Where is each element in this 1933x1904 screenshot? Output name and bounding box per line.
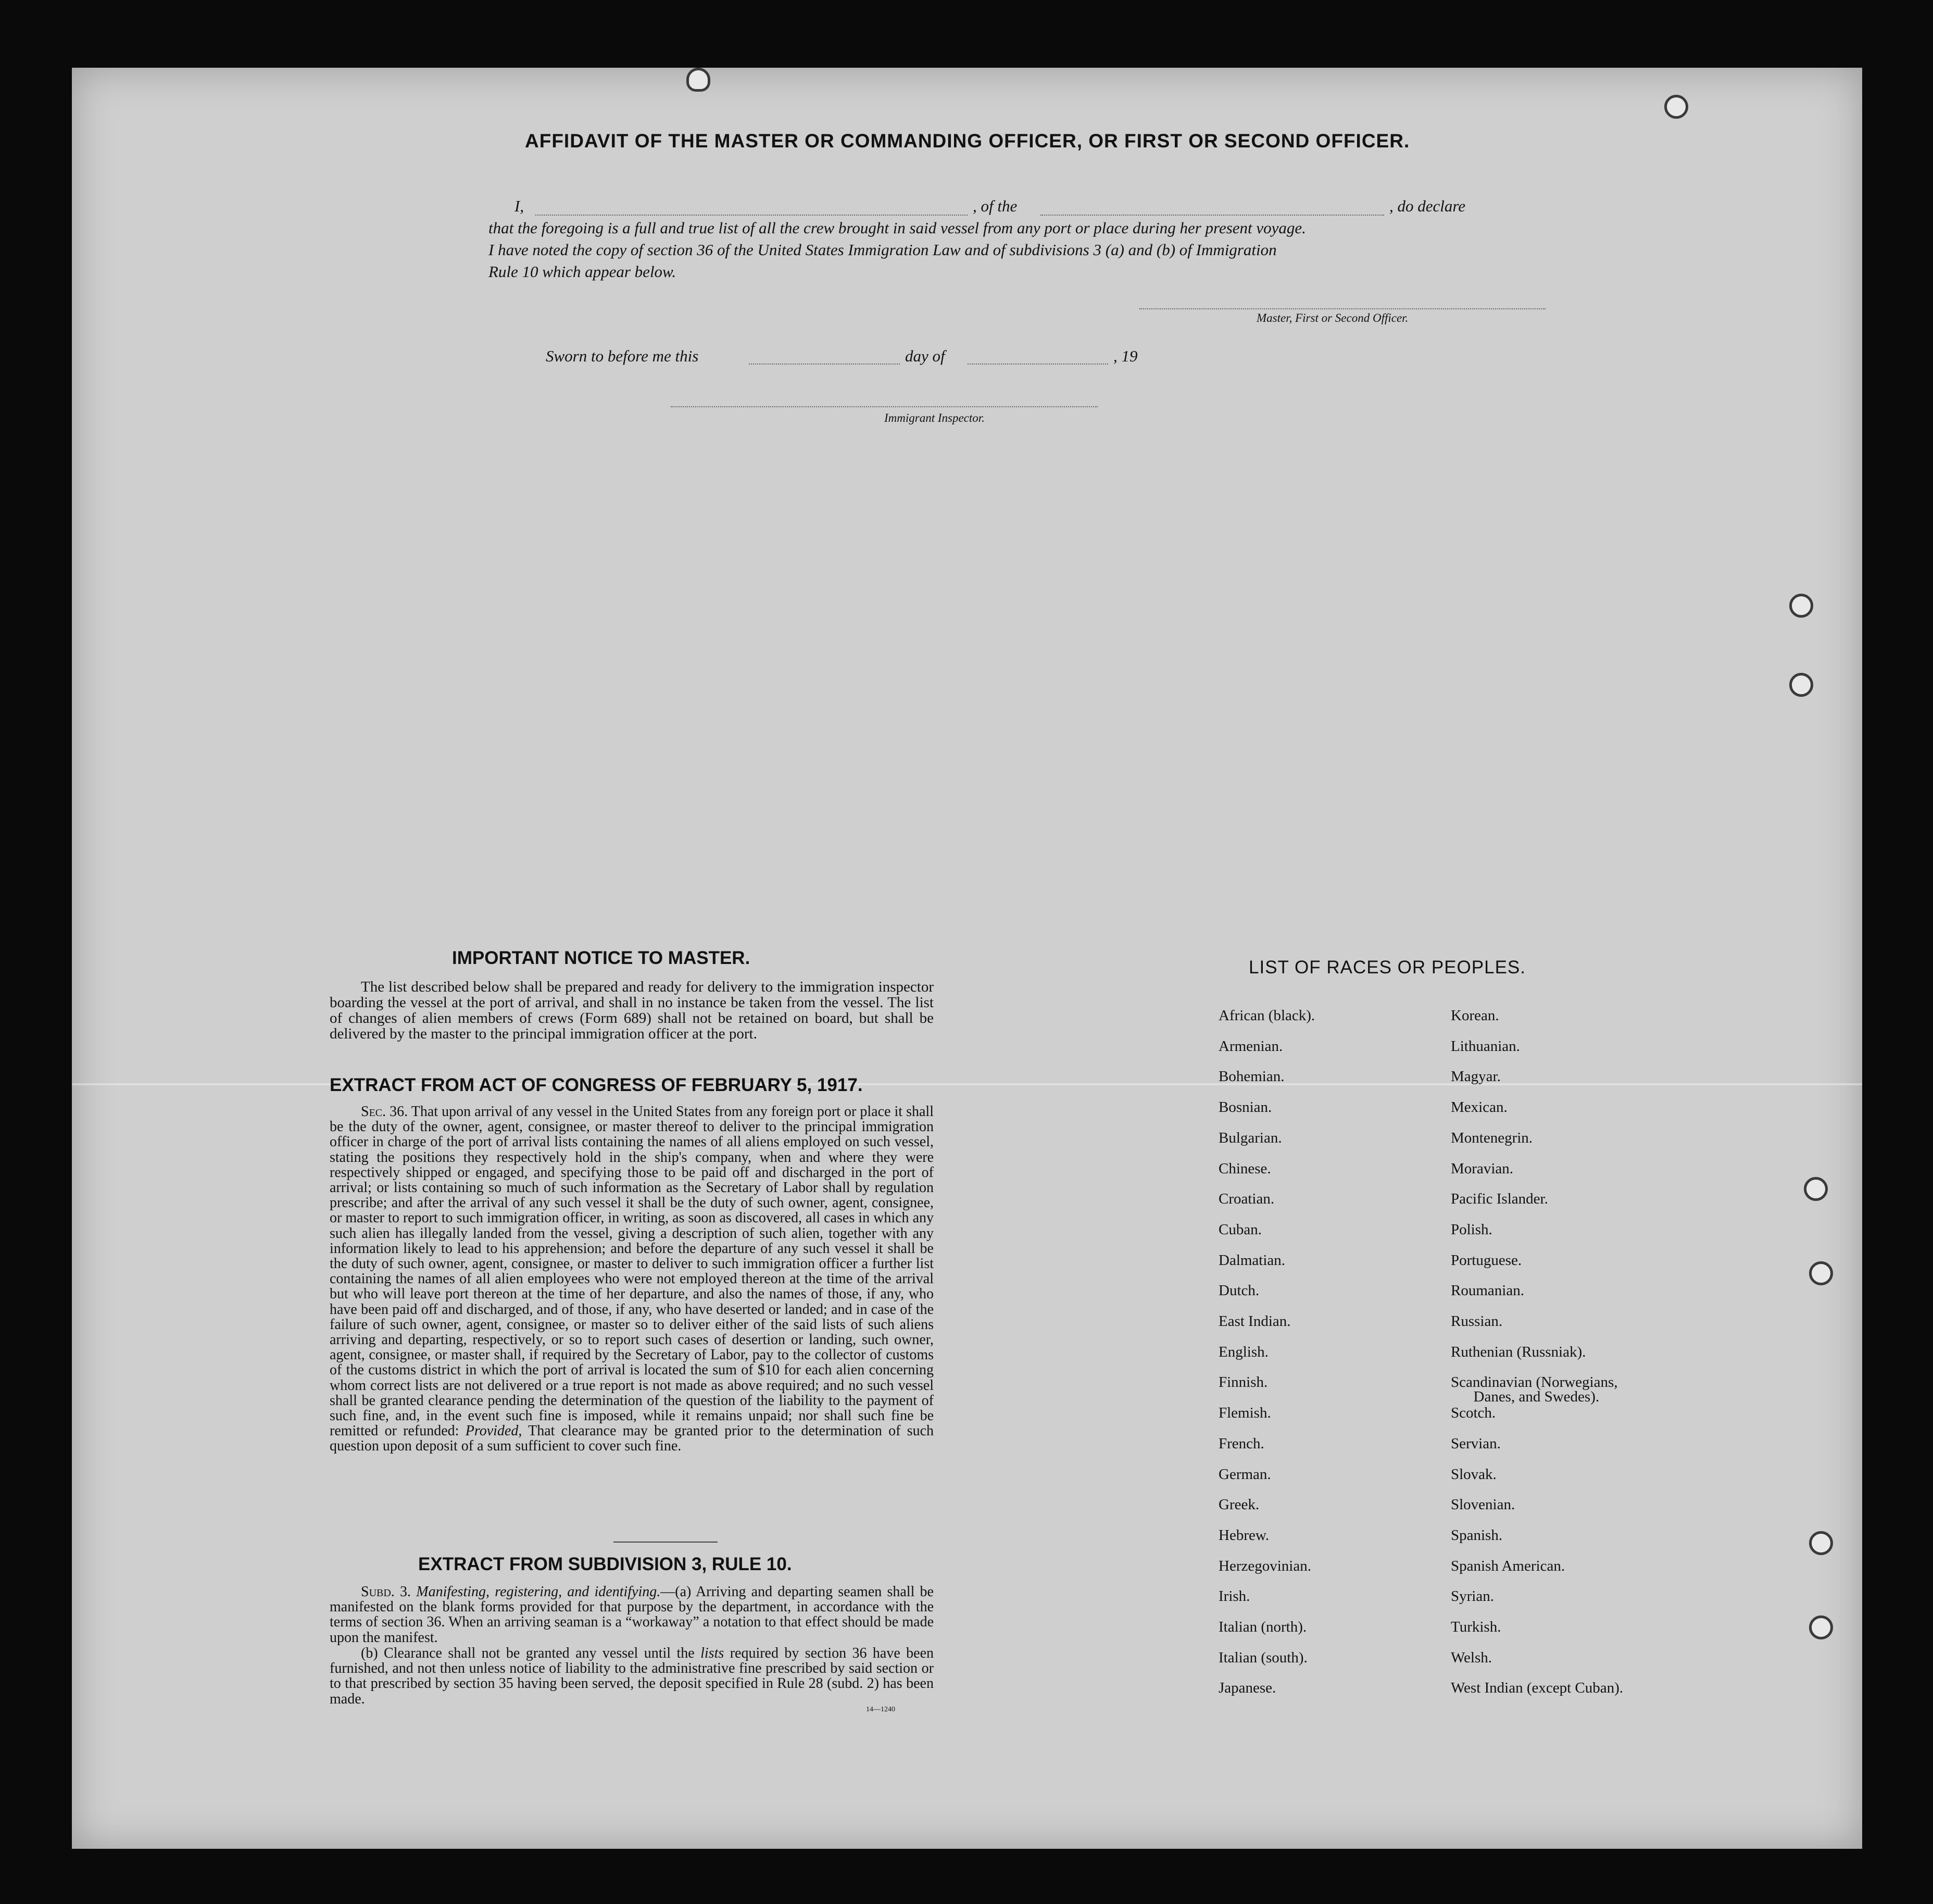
- subd-a-text: —(a) Arriving and departing seamen shall be manifested on the blank forms provided for that purpose by the department, in accordance with the terms of section 36. When an arriving seaman is a “workaway” a notation to that effect should be made upon the manifest.: [330, 1584, 934, 1646]
- race-item: Greek.: [1219, 1496, 1260, 1513]
- signature-label: Master, First or Second Officer.: [1257, 311, 1409, 324]
- race-item: Servian.: [1451, 1435, 1501, 1452]
- race-item: Magyar.: [1451, 1068, 1501, 1085]
- race-item: Mexican.: [1451, 1099, 1508, 1116]
- document-page: [72, 68, 1862, 1849]
- section-36-end: That clearance may be granted prior to the determination of such question upon deposit of a sum sufficient to cover such fine.: [330, 1423, 934, 1455]
- act-extract-title: EXTRACT FROM ACT OF CONGRESS OF FEBRUARY 5, 1917.: [330, 1075, 863, 1095]
- race-item: Lithuanian.: [1451, 1037, 1520, 1055]
- punch-hole: [686, 68, 710, 92]
- race-item: Bosnian.: [1219, 1099, 1272, 1116]
- race-item: East Indian.: [1219, 1313, 1291, 1330]
- race-item: Bulgarian.: [1219, 1129, 1282, 1146]
- race-item: Japanese.: [1219, 1680, 1276, 1697]
- race-item: Dalmatian.: [1219, 1251, 1286, 1269]
- race-item: Spanish American.: [1451, 1557, 1565, 1574]
- race-item: Armenian.: [1219, 1037, 1283, 1055]
- race-item: Syrian.: [1451, 1588, 1494, 1605]
- race-item: Polish.: [1451, 1221, 1492, 1238]
- race-item: Bohemian.: [1219, 1068, 1285, 1085]
- race-item: Scotch.: [1451, 1405, 1496, 1422]
- race-item: Roumanian.: [1451, 1282, 1524, 1299]
- subdivision-a: [330, 1584, 934, 1645]
- year-label: , 19: [1113, 347, 1138, 365]
- declaration-line-1: that the foregoing is a full and true list of all the crew brought in said vessel from any port or place during her present voyage.: [488, 219, 1306, 237]
- race-item: Portuguese.: [1451, 1251, 1522, 1269]
- section-divider: [613, 1542, 718, 1543]
- race-item: Flemish.: [1219, 1405, 1271, 1422]
- punch-hole: [1804, 1177, 1828, 1201]
- subd-heading: Manifesting, registering, and identifying.: [416, 1584, 661, 1600]
- race-item: German.: [1219, 1465, 1271, 1483]
- race-item: Slovak.: [1451, 1465, 1497, 1483]
- sworn-label: Sworn to before me this: [546, 347, 699, 365]
- provided-word: Provided,: [465, 1423, 522, 1439]
- race-item: Montenegrin.: [1451, 1129, 1533, 1146]
- race-item: West Indian (except Cuban).: [1451, 1680, 1624, 1697]
- race-item: Chinese.: [1219, 1160, 1271, 1177]
- day-blank: [749, 364, 900, 365]
- notice-body: The list described below shall be prepared and ready for delivery to the immigration inspector boarding the vessel at the port of arrival, and shall in no instance be taken from the vessel. The list of changes of alien members of crews (Form 689) shall not be retained on board, but shall be delivered by the master to the principal immigration officer at the port.: [330, 979, 934, 1042]
- punch-hole: [1809, 1261, 1833, 1285]
- race-item: Croatian.: [1219, 1191, 1275, 1208]
- declaration-line-3: Rule 10 which appear below.: [488, 262, 676, 281]
- race-item: French.: [1219, 1435, 1264, 1452]
- race-item: Herzegovinian.: [1219, 1557, 1311, 1574]
- inspector-label: Immigrant Inspector.: [884, 411, 985, 424]
- race-item: African (black).: [1219, 1007, 1315, 1024]
- declaration-i: I,: [514, 197, 524, 215]
- subd-label: Subd. 3.: [361, 1584, 411, 1600]
- race-item: Korean.: [1451, 1007, 1499, 1024]
- race-item: Scandinavian (Norwegians, Danes, and Swedes).: [1451, 1374, 1618, 1406]
- race-item: Slovenian.: [1451, 1496, 1515, 1513]
- race-item: Spanish.: [1451, 1526, 1503, 1544]
- races-title: LIST OF RACES OR PEOPLES.: [1249, 957, 1526, 978]
- subd-b-start: (b) Clearance shall not be granted any vessel until the: [361, 1645, 695, 1661]
- race-item: Finnish.: [1219, 1374, 1268, 1391]
- affidavit-title: AFFIDAVIT OF THE MASTER OR COMMANDING OFFICER, OR FIRST OR SECOND OFFICER.: [525, 130, 1410, 152]
- race-item: Dutch.: [1219, 1282, 1260, 1299]
- subd-b-lists: lists: [700, 1645, 724, 1661]
- inspector-signature-blank: [671, 406, 1098, 407]
- punch-hole: [1809, 1531, 1833, 1555]
- vessel-blank: [1040, 215, 1384, 216]
- month-blank: [968, 364, 1108, 365]
- rule-extract-title: EXTRACT FROM SUBDIVISION 3, RULE 10.: [418, 1554, 792, 1574]
- punch-hole: [1789, 673, 1813, 697]
- race-item: Welsh.: [1451, 1649, 1492, 1666]
- day-of-label: day of: [905, 347, 945, 365]
- signature-blank: [1139, 308, 1546, 309]
- section-label: Sec. 36.: [361, 1104, 408, 1120]
- race-item: Pacific Islander.: [1451, 1191, 1548, 1208]
- race-item: Italian (south).: [1219, 1649, 1308, 1666]
- race-item: English.: [1219, 1343, 1269, 1360]
- form-number: 14—1240: [866, 1706, 895, 1713]
- race-item: Turkish.: [1451, 1619, 1501, 1635]
- race-item: Cuban.: [1219, 1221, 1262, 1238]
- punch-hole: [1809, 1615, 1833, 1639]
- race-item: Ruthenian (Russniak).: [1451, 1343, 1586, 1360]
- race-item: Moravian.: [1451, 1160, 1513, 1177]
- section-36-text: [330, 1104, 934, 1454]
- punch-hole: [1664, 95, 1688, 119]
- subdivision-b: [330, 1646, 934, 1707]
- punch-hole: [1789, 594, 1813, 618]
- name-blank: [535, 215, 968, 216]
- race-item: Hebrew.: [1219, 1526, 1270, 1544]
- race-item: Irish.: [1219, 1588, 1250, 1605]
- declaration-line-2: I have noted the copy of section 36 of the United States Immigration Law and of subdivisions 3 (a) and (b) of Immigration: [488, 241, 1277, 259]
- section-36-body: That upon arrival of any vessel in the United States from any foreign port or place it shall be the duty of the owner, agent, consignee, or master thereof to deliver to the principal immigration officer in charge of the port of arrival lists containing the names of all aliens employed on such vessel, stating the positions they respectively hold in the ship's company, when and where they were respectively shipped or engaged, and specifying those to be paid off and discharged in the port of arrival; or lists containing so much of such information as the Secretary of Labor shall by regulation prescribe; and after the arrival of any such vessel it shall be the duty of such owner, agent, consignee, or master to report to such immigration officer, in writing, as soon as discovered, all cases in which any such alien has illegally landed from the vessel, giving a description of such alien, together with any information likely to lead to his apprehension; and before the departure of any such vessel it shall be the duty of such owner, agent, consignee, or master to deliver to such immigration officer a further list containing the names of all alien employees who were not employed thereon at the time of the arrival but who will leave port thereon at the time of her departure, and also the names of those, if any, who have been paid off and discharged, and of those, if any, who have deserted or landed; and in case of the failure of such owner, agent, consignee, or master so to deliver either of the said lists of such aliens arriving and departing, respectively, or so to report such cases of desertion or landing, such owner, agent, consignee, or master shall, if required by the Secretary of Labor, pay to the collector of customs of the customs district in which the port of arrival is located the sum of $10 for each alien concerning whom correct lists are not delivered or a true report is not made as above required; and no such vessel shall be granted clearance pending the determination of the question of the liability to the payment of such fine, and, in the event such fine is imposed, while it remains unpaid; nor shall such fine be remitted or refunded:: [330, 1104, 934, 1439]
- declaration-do-declare: , do declare: [1389, 197, 1466, 215]
- subd-b-end: required by section 36 have been furnished, and not then unless notice of liability to the administrative fine prescribed by said section or to that prescribed by section 35 having been served, the deposit specified in Rule 28 (subd. 2) has been made.: [330, 1645, 934, 1707]
- notice-title: IMPORTANT NOTICE TO MASTER.: [452, 948, 750, 968]
- declaration-of-the: , of the: [973, 197, 1018, 215]
- race-item: Russian.: [1451, 1313, 1503, 1330]
- race-item: Italian (north).: [1219, 1619, 1307, 1635]
